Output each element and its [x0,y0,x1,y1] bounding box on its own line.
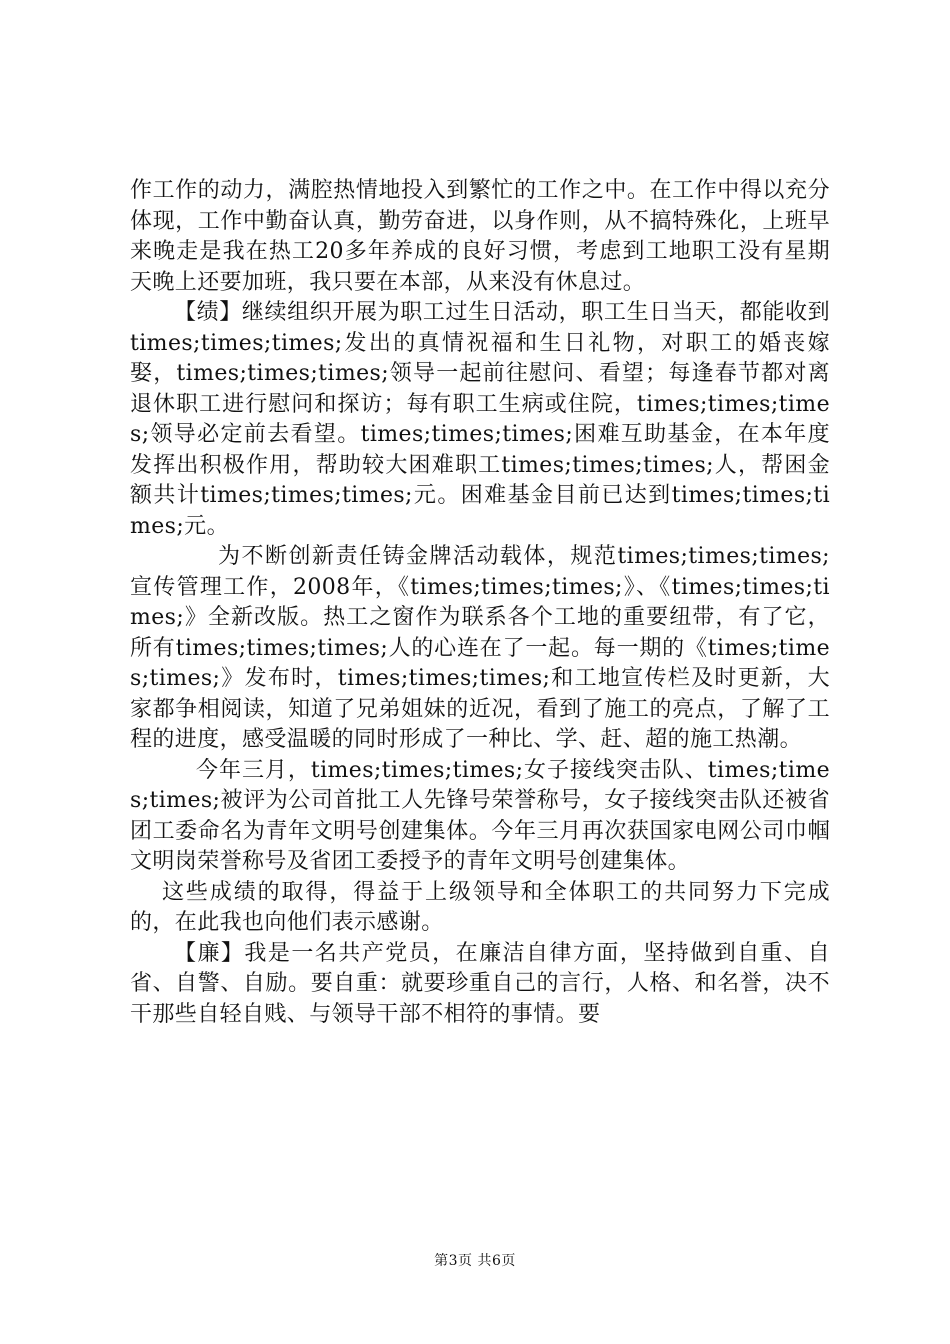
paragraph-achievements: 【绩】继续组织开展为职工过生日活动，职工生日当天，都能收到times;times;times;发出的真情祝福和生日礼物，对职工的婚丧嫁娶，times;times;times;领导一起前往慰问、看望；每逢春节都对离退休职工进行慰问和探访；每有职工生病或住院，times;times;times;领导必定前去看望。times;times;times;困难互助基金，在本年度发挥出积极作用，帮助较大困难职工times;times;times;人，帮困金额共计times;times;times;元。困难基金目前已达到times;times;times;元。 [130,300,830,539]
paragraph-integrity: 【廉】我是一名共产党员，在廉洁自律方面，坚持做到自重、自省、自警、自励。要自重：就要珍重自己的言行，人格、和名誉，决不干那些自轻自贱、与领导干部不相符的事情。要 [130,940,830,1027]
paragraph-honors: 今年三月，times;times;times;女子接线突击队、times;times;times;被评为公司首批工人先锋号荣誉称号，女子接线突击队还被省团工委命名为青年文明号创建集体。今年三月再次获国家电网公司巾帼文明岗荣誉称号及省团工委授予的青年文明号创建集体。 [130,757,830,874]
paragraph-thanks: 这些成绩的取得，得益于上级领导和全体职工的共同努力下完成的，在此我也向他们表示感谢。 [130,879,830,935]
paragraph-publicity: 为不断创新责任铸金牌活动载体，规范times;times;times;宣传管理工作，2008年，《times;times;times;》、《times;times;times;》全新改版。热工之窗作为联系各个工地的重要纽带，有了它，所有times;times;times;人的心连在了一起。每一期的《times;times;times;》发布时，times;times;times;和工地宣传栏及时更新，大家都争相阅读，知道了兄弟姐妹的近况，看到了施工的亮点，了解了工程的进度，感受温暖的同时形成了一种比、学、赶、超的施工热潮。 [130,544,830,752]
page-number-footer: 第3页 共6页 [434,1253,516,1269]
document-body [130,176,830,1030]
paragraph-work-motivation: 作工作的动力，满腔热情地投入到繁忙的工作之中。在工作中得以充分体现，工作中勤奋认真，勤劳奋进，以身作则，从不搞特殊化，上班早来晚走是我在热工20多年养成的良好习惯，考虑到工地职工没有星期天晚上还要加班，我只要在本部，从来没有休息过。 [130,178,830,295]
